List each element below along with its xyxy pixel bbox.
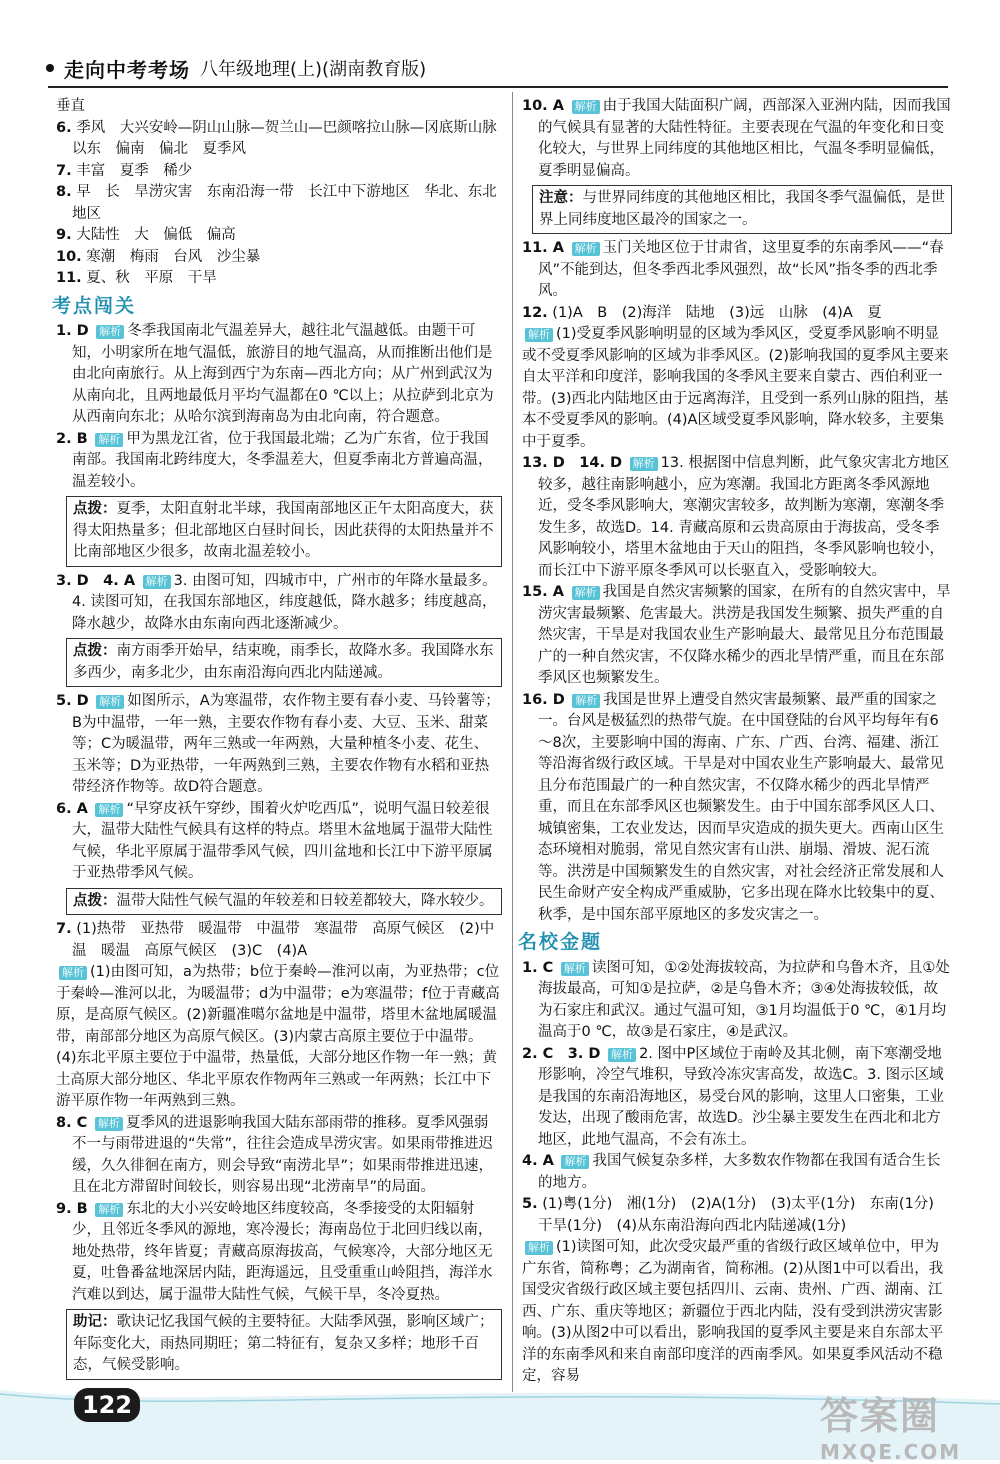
watermark bbox=[820, 1385, 990, 1464]
answer-item bbox=[56, 919, 502, 962]
analysis-tag: 解析 bbox=[95, 1117, 123, 1131]
answer-item bbox=[56, 962, 502, 1113]
answer-item bbox=[522, 324, 952, 453]
answer-text: 甲为黑龙江省，位于我国最北端；乙为广东省，位于我国南部。我国南北跨纬度大，冬季温差大，但夏季南北方普遍高温，温差较小。 bbox=[72, 430, 493, 490]
book-title: 走向中考考场 bbox=[64, 57, 190, 82]
answer-number: 1. D bbox=[56, 323, 89, 339]
answer-number: 4. A bbox=[522, 1153, 554, 1169]
answer-text: 我国气候复杂多样，大多数农作物都在我国有适合生长的地方。 bbox=[538, 1153, 941, 1191]
answer-item bbox=[56, 268, 502, 290]
analysis-tag: 解析 bbox=[95, 803, 123, 817]
analysis-tag: 解析 bbox=[96, 325, 124, 339]
answer-item bbox=[522, 303, 952, 325]
answer-text: 垂直 bbox=[56, 98, 85, 114]
answer-text: 冬季我国南北气温差异大，越往北气温越低。由题干可知，小明家所在地气温低，旅游目的地气温高，从而推断出他们是由北向南旅行。从上海到西宁为东南—西北方向；从广州到武汉为从南向北，且两地最低月平均气温都在0 ℃以上；从拉萨到北京为从西南向东北；从哈尔滨到海南岛为由北向南，符合题意。 bbox=[72, 323, 494, 425]
answer-text: 东北的大小兴安岭地区纬度较高，冬季接受的太阳辐射少，且邻近冬季风的源地，寒冷漫长；海南岛位于北回归线以南，地处热带，终年皆夏；青藏高原海拔高，气候寒冷，大部分地区无夏，吐鲁番盆地深居内陆，距海遥远，且受重重山岭阻挡，海洋水汽难以到达，属于温带大陆性气候，气候干旱，冬冷夏热。 bbox=[72, 1200, 493, 1303]
answer-text: 寒潮 梅雨 台风 沙尘暴 bbox=[86, 248, 261, 265]
answer-item bbox=[56, 225, 502, 247]
answer-number: 6. bbox=[56, 119, 72, 136]
note-box bbox=[532, 185, 952, 234]
answer-text: (1)粤(1分) 湘(1分) (2)A(1分) (3)太平(1分) 东南(1分) 干旱(1分) (4)从东南沿海向西北内陆递减(1分) bbox=[538, 1196, 949, 1234]
answer-number: 12. bbox=[522, 304, 548, 321]
analysis-tag: 解析 bbox=[561, 1155, 589, 1169]
answer-text: 13. 根据图中信息判断，此气象灾害北方地区较多，越往南影响越小，应为寒潮。我国北方距离冬季风源地近，受冬季风影响大，寒潮灾害较多，故判断为寒潮，寒潮冬季发生多，故选D。14. 青藏高原和云贵高原由于海拔高，受冬季风影响较小，塔里木盆地由于天山的阻挡，冬季风影响也较小，而长江中下游平原冬季风可以长驱直入，受影响较大。 bbox=[538, 455, 950, 579]
analysis-tag: 解析 bbox=[572, 586, 600, 600]
note-text: 温带大陆性气候气温的年较差和日较差都较大，降水较少。 bbox=[116, 892, 494, 909]
answer-text: 大陆性 大 偏低 偏高 bbox=[76, 227, 236, 243]
answer-text: (1)受夏季风影响明显的区域为季风区，受夏季风影响不明显或不受夏季风影响的区域为非季风区。(2)影响我国的夏季风主要来自太平洋和印度洋，影响我国的冬季风主要来自蒙古、西伯利亚一带。(3)西北内陆地区由于远离海洋，且受到一系列山脉的阻挡，基本不受夏季风的影响。(4)A区域受夏季风影响，降水较多，主要集中于夏季。 bbox=[522, 326, 949, 450]
answer-text: 夏季风的进退影响我国大陆东部雨带的推移。夏季风强弱不一与雨带进退的“失常”，往往会造成旱涝灾害。如果雨带推进迟缓，久久徘徊在南方，则会导致“南涝北旱”；如果雨带推进迅速，且在北方滞留时间较长，则容易出现“北涝南旱”的局面。 bbox=[72, 1114, 494, 1195]
answer-item bbox=[522, 238, 952, 303]
answer-number: 6. A bbox=[56, 800, 88, 817]
note-text: 南方雨季开始早，结束晚，雨季长，故降水多。我国降水东多西少，南多北少，由东南沿海向西北内陆递减。 bbox=[73, 643, 494, 681]
analysis-tag: 解析 bbox=[561, 962, 589, 976]
answer-number: 2. C 3. D bbox=[522, 1045, 601, 1062]
note-box bbox=[66, 638, 502, 687]
answer-number: 13. D 14. D bbox=[522, 455, 623, 471]
answer-number: 8. C bbox=[56, 1114, 88, 1131]
note-label: 注意： bbox=[539, 190, 583, 206]
analysis-tag: 解析 bbox=[572, 100, 600, 114]
answer-number: 3. D 4. A bbox=[56, 572, 136, 589]
analysis-tag: 解析 bbox=[525, 328, 553, 342]
analysis-tag: 解析 bbox=[96, 695, 124, 709]
page-number: 122 bbox=[74, 1388, 140, 1422]
answer-text: 由于我国大陆面积广阔，西部深入亚洲内陆，因而我国的气候具有显著的大陆性特征。主要表现在气温的年变化和日变化较大，与世界上同纬度的其他地区相比，气温冬季明显偏低，夏季明显偏高。 bbox=[538, 98, 951, 179]
right-column bbox=[518, 96, 952, 1388]
book-subtitle: 八年级地理(上)(湖南教育版) bbox=[200, 59, 427, 80]
note-label: 点拨： bbox=[73, 501, 117, 517]
left-column bbox=[52, 96, 502, 1384]
answer-number: 11. bbox=[56, 270, 82, 286]
answer-item bbox=[522, 582, 952, 690]
answer-item bbox=[56, 96, 502, 118]
note-box bbox=[66, 888, 502, 916]
analysis-tag: 解析 bbox=[95, 1203, 123, 1217]
answer-text: 2. 图中P区域位于南岭及其北侧，南下寒潮受地形影响，冷空气堆积，导致冷冻灾害高发，故选C。3. 图示区域是我国的东南沿海地区，易受台风的影响，这里人口密集，工业发达，出现了酸雨危害，故选D。沙尘暴主要发生在西北和北方地区，此地气温高，不会有冻土。 bbox=[538, 1045, 944, 1148]
column-divider bbox=[512, 92, 513, 1392]
answer-text: 丰富 夏季 稀少 bbox=[76, 162, 193, 179]
answer-item bbox=[522, 958, 952, 1044]
answer-item bbox=[56, 571, 502, 636]
answer-number: 16. D bbox=[522, 691, 565, 708]
answer-item bbox=[56, 429, 502, 494]
note-label: 点拨： bbox=[73, 643, 117, 659]
answer-number: 5. D bbox=[56, 693, 89, 709]
answer-item bbox=[522, 1194, 952, 1237]
answer-item bbox=[522, 690, 952, 927]
answer-item bbox=[56, 118, 502, 161]
answer-number: 9. B bbox=[56, 1200, 88, 1217]
note-label: 点拨： bbox=[73, 892, 117, 909]
note-label: 助记： bbox=[73, 1314, 117, 1330]
analysis-tag: 解析 bbox=[95, 433, 123, 447]
answer-text: 我国是世界上遭受自然灾害最频繁、最严重的国家之一。台风是极猛烈的热带气旋。在中国登陆的台风平均每年有6～8次，主要影响中国的海南、广东、广西、台湾、福建、浙江等沿海省级行政区域。干旱是对中国农业生产影响最大、最常见且分布范围最广的一种自然灾害，不仅降水稀少的西北旱情严重，而且在东部季风区也频繁发生。由于中国东部季风区人口、城镇密集，工农业发达，因而旱灾造成的损失更大。西南山区生态环境相对脆弱，常见自然灾害有山洪、崩塌、滑坡、泥石流等。洪涝是中国频繁发生的自然灾害，对社会经济正常发展和人民生命财产安全构成严重威胁，它多出现在降水比较集中的夏、秋季，是中国东部平原地区的多发灾害之一。 bbox=[538, 691, 944, 923]
answer-item bbox=[56, 799, 502, 885]
answer-text: 读图可知，①②处海拔较高，为拉萨和乌鲁木齐，且①处海拔最高，可知①是拉萨，②是乌鲁木齐；③④处海拔较低，故为石家庄和武汉。通过气温可知，③1月均温低于0 ℃，④1月均温高于0 ℃，故③是石家庄，④是武汉。 bbox=[538, 959, 950, 1040]
analysis-tag: 解析 bbox=[143, 575, 171, 589]
answer-number: 5. bbox=[522, 1196, 538, 1212]
answer-text: 早 长 旱涝灾害 东南沿海一带 长江中下游地区 华北、东北地区 bbox=[72, 184, 497, 222]
answer-number: 15. A bbox=[522, 584, 564, 600]
answer-text: (1)由图可知，a为热带；b位于秦岭—淮河以南，为亚热带；c位于秦岭—淮河以北，为暖温带；d为中温带；e为寒温带；f位于青藏高原，是高原气候区。(2)新疆准噶尔盆地是中温带，塔里木盆地属暖温带，南部部分地区为高原气候区。(3)内蒙古高原主要位于中温带。(4)东北平原主要位于中温带，热量低，大部分地区作物一年一熟；黄土高原大部分地区、华北平原农作物两年三熟或一年两熟；长江中下游平原作物一年两熟到三熟。 bbox=[56, 964, 500, 1109]
answer-item bbox=[522, 1151, 952, 1194]
watermark-line1: 答案圈 bbox=[820, 1394, 941, 1438]
answer-number: 10. A bbox=[522, 98, 564, 114]
answer-number: 7. bbox=[56, 921, 72, 937]
analysis-tag: 解析 bbox=[630, 457, 658, 471]
answer-item bbox=[522, 453, 952, 582]
answer-item bbox=[522, 1044, 952, 1152]
answer-number: 9. bbox=[56, 227, 72, 243]
answer-text: (1)A B (2)海洋 陆地 (3)远 山脉 (4)A 夏 bbox=[552, 304, 882, 321]
answer-item bbox=[522, 96, 952, 182]
note-box bbox=[66, 496, 502, 567]
answer-item bbox=[56, 161, 502, 183]
answer-number: 10. bbox=[56, 248, 82, 265]
answer-number: 8. bbox=[56, 184, 72, 200]
answer-item bbox=[56, 691, 502, 799]
note-box bbox=[66, 1309, 502, 1380]
answer-text: (1)读图可知，此次受灾最严重的省级行政区域单位中，甲为广东省，简称粤；乙为湖南省，简称湘。(2)从图1中可以看出，我国受灾省级行政区域主要包括四川、云南、贵州、广西、湖南、江西、广东、重庆等地区；新疆位于西北内陆，没有受到洪涝灾害影响。(3)从图2中可以看出，影响我国的夏季风主要是来自东部太平洋的东南季风和来自南部印度洋的西南季风。如果夏季风活动不稳定，容易 bbox=[522, 1239, 944, 1384]
watermark-line2: MXQE.COM bbox=[820, 1440, 962, 1464]
answer-text: 我国是自然灾害频繁的国家，在所有的自然灾害中，旱涝灾害最频繁、危害最大。洪涝是我国发生频繁、损失严重的自然灾害，干旱是对我国农业生产影响最大、最常见且分布范围最广的一种自然灾害，不仅降水稀少的西北旱情严重，而且在东部季风区也频繁发生。 bbox=[538, 584, 951, 686]
note-text: 夏季，太阳直射北半球，我国南部地区正午太阳高度大，获得太阳热量多；但北部地区白昼时间长，因此获得的太阳热量并不比南部地区少很多，故南北温差较小。 bbox=[73, 501, 494, 560]
analysis-tag: 解析 bbox=[59, 966, 87, 980]
answer-item bbox=[56, 182, 502, 225]
note-text: 与世界同纬度的其他地区相比，我国冬季气温偏低，是世界上同纬度地区最冷的国家之一。 bbox=[539, 190, 945, 228]
answer-text: 3. 由图可知，四城市中，广州市的年降水量最多。4. 读图可知，在我国东部地区，纬度越低，降水越多；纬度越高，降水越少，故降水由东南向西北逐渐减少。 bbox=[72, 572, 497, 632]
answer-number: 2. B bbox=[56, 430, 88, 447]
analysis-tag: 解析 bbox=[608, 1048, 636, 1062]
section-title: 名校金题 bbox=[518, 931, 603, 953]
answer-text: “早穿皮袄午穿纱，围着火炉吃西瓜”，说明气温日较差很大，温带大陆性气候具有这样的特点。塔里木盆地属于温带大陆性气候，华北平原属于温带季风气候，四川盆地和长江中下游平原属于亚热带季风气候。 bbox=[72, 800, 493, 881]
answer-number: 7. bbox=[56, 162, 72, 179]
answer-text: (1)热带 亚热带 暖温带 中温带 寒温带 高原气候区 (2)中温 暖温 高原气候区 (3)C (4)A bbox=[72, 921, 495, 959]
answer-item bbox=[56, 321, 502, 429]
answer-number: 1. C bbox=[522, 959, 554, 976]
answer-item bbox=[522, 1237, 952, 1388]
answer-number: 11. A bbox=[522, 240, 564, 256]
analysis-tag: 解析 bbox=[572, 694, 600, 708]
analysis-tag: 解析 bbox=[525, 1241, 553, 1255]
answer-text: 夏、秋 平原 干旱 bbox=[86, 270, 217, 286]
note-text: 歌诀记忆我国气候的主要特征。大陆季风强，影响区域广；年际变化大，雨热同期旺；第二特征有，复杂又多样；地形千百态，气候受影响。 bbox=[73, 1314, 494, 1373]
answer-item bbox=[56, 1199, 502, 1307]
answer-text: 季风 大兴安岭—阴山山脉—贺兰山—巴颜喀拉山脉—冈底斯山脉以东 偏南 偏北 夏季风 bbox=[72, 119, 497, 157]
section-title: 考点闯关 bbox=[52, 294, 137, 317]
bullet-icon bbox=[46, 64, 54, 72]
answer-text: 玉门关地区位于甘肃省，这里夏季的东南季风——“春风”不能到达，但冬季西北季风强烈，故“长风”指冬季的西北季风。 bbox=[538, 240, 944, 299]
answer-item bbox=[56, 247, 502, 269]
page-header bbox=[46, 54, 946, 82]
answer-item bbox=[56, 1113, 502, 1199]
analysis-tag: 解析 bbox=[572, 242, 600, 256]
answer-text: 如图所示，A为寒温带，农作物主要有春小麦、马铃薯等；B为中温带，一年一熟，主要农作物有春小麦、大豆、玉米、甜菜等；C为暖温带，两年三熟或一年两熟，大量种植冬小麦、花生、玉米等；D为亚热带，一年两熟到三熟，主要农作物有水稻和亚热带经济作物等。故D符合题意。 bbox=[72, 693, 500, 795]
header-divider bbox=[48, 86, 948, 88]
